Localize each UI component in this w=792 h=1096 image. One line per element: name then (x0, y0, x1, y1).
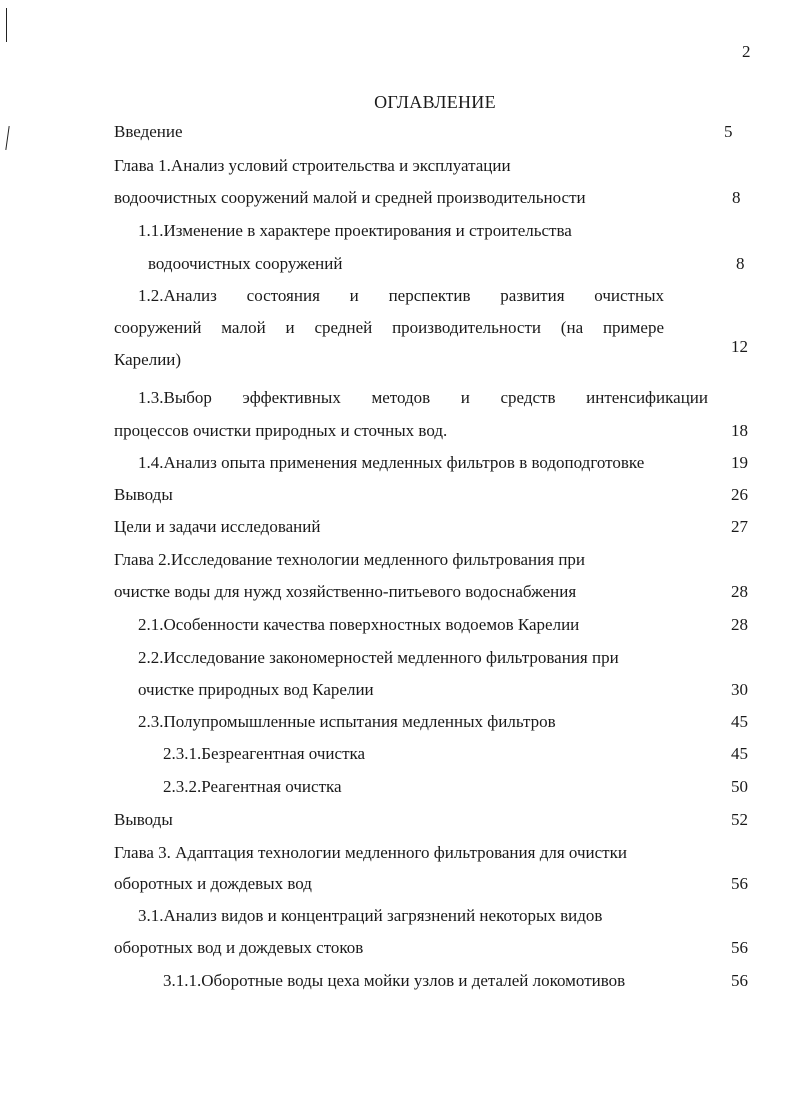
toc-entry-text: Глава 2.Исследование технологии медленного фильтрования при (114, 550, 586, 569)
toc-entry-text: 2.3.2.Реагентная очистка (163, 777, 342, 796)
toc-entry-text: сооружений малой и средней производительности (на примере (114, 318, 664, 337)
toc-entry-text: 2.3.1.Безреагентная очистка (163, 744, 366, 763)
toc-entry-page: 28 (731, 615, 748, 634)
toc-entry-text: Глава 1.Анализ условий строительства и эксплуатации (114, 156, 511, 175)
toc-entry-page: 52 (731, 810, 748, 829)
toc-entry-text: оборотных вод и дождевых стоков (114, 938, 364, 957)
toc-entry-page: 45 (731, 744, 748, 763)
toc-entry-page: 45 (731, 712, 748, 731)
toc-entry-text: Цели и задачи исследований (114, 517, 321, 536)
toc-entry-text: Карелии) (114, 350, 182, 369)
toc-entry-text: 3.1.Анализ видов и концентраций загрязнений некоторых видов (138, 906, 603, 925)
toc-entry-text: 2.3.Полупромышленные испытания медленных фильтров (138, 712, 556, 731)
toc-entry-text: Выводы (114, 485, 173, 504)
toc-entry-page: 18 (731, 421, 748, 440)
toc-entry-page: 8 (736, 254, 745, 273)
toc-entry-text: водоочистных сооружений (148, 254, 343, 273)
scan-mark (5, 126, 9, 150)
toc-entry-page: 19 (731, 453, 748, 472)
toc-entry-text: водоочистных сооружений малой и средней производительности (114, 188, 586, 207)
toc-entry-text: 3.1.1.Оборотные воды цеха мойки узлов и деталей локомотивов (163, 971, 626, 990)
toc-entry-text: 1.2.Анализ состояния и перспектив развития очистных (138, 286, 664, 305)
toc-entry-page: 28 (731, 582, 748, 601)
toc-entry-text: 1.3.Выбор эффективных методов и средств интенсификации (138, 388, 708, 407)
toc-entry-text: процессов очистки природных и сточных вод. (114, 421, 448, 440)
toc-entry-text: Выводы (114, 810, 173, 829)
toc-entry-page: 56 (731, 971, 748, 990)
toc-entry-text: очистке природных вод Карелии (138, 680, 374, 699)
toc-entry-page: 8 (732, 188, 741, 207)
toc-entry-text: 2.1.Особенности качества поверхностных водоемов Карелии (138, 615, 580, 634)
toc-entry-text: 2.2.Исследование закономерностей медленного фильтрования при (138, 648, 619, 667)
toc-title: ОГЛАВЛЕНИЕ (374, 92, 496, 112)
scan-mark (6, 8, 7, 42)
toc-entry-page: 30 (731, 680, 748, 699)
toc-entry-text: 1.4.Анализ опыта применения медленных фильтров в водоподготовке (138, 453, 645, 472)
toc-entry-text: оборотных и дождевых вод (114, 874, 312, 893)
toc-entry-page: 5 (724, 122, 733, 141)
toc-entry-page: 26 (731, 485, 748, 504)
page-number: 2 (742, 42, 751, 61)
toc-entry-page: 12 (731, 337, 748, 356)
toc-entry-text: очистке воды для нужд хозяйственно-питьевого водоснабжения (114, 582, 577, 601)
toc-entry-text: 1.1.Изменение в характере проектирования и строительства (138, 221, 572, 240)
toc-entry-page: 56 (731, 938, 748, 957)
toc-entry-text: Введение (114, 122, 183, 141)
toc-entry-page: 27 (731, 517, 748, 536)
toc-entry-page: 56 (731, 874, 748, 893)
toc-entry-text: Глава 3. Адаптация технологии медленного фильтрования для очистки (114, 843, 627, 862)
toc-entry-page: 50 (731, 777, 748, 796)
